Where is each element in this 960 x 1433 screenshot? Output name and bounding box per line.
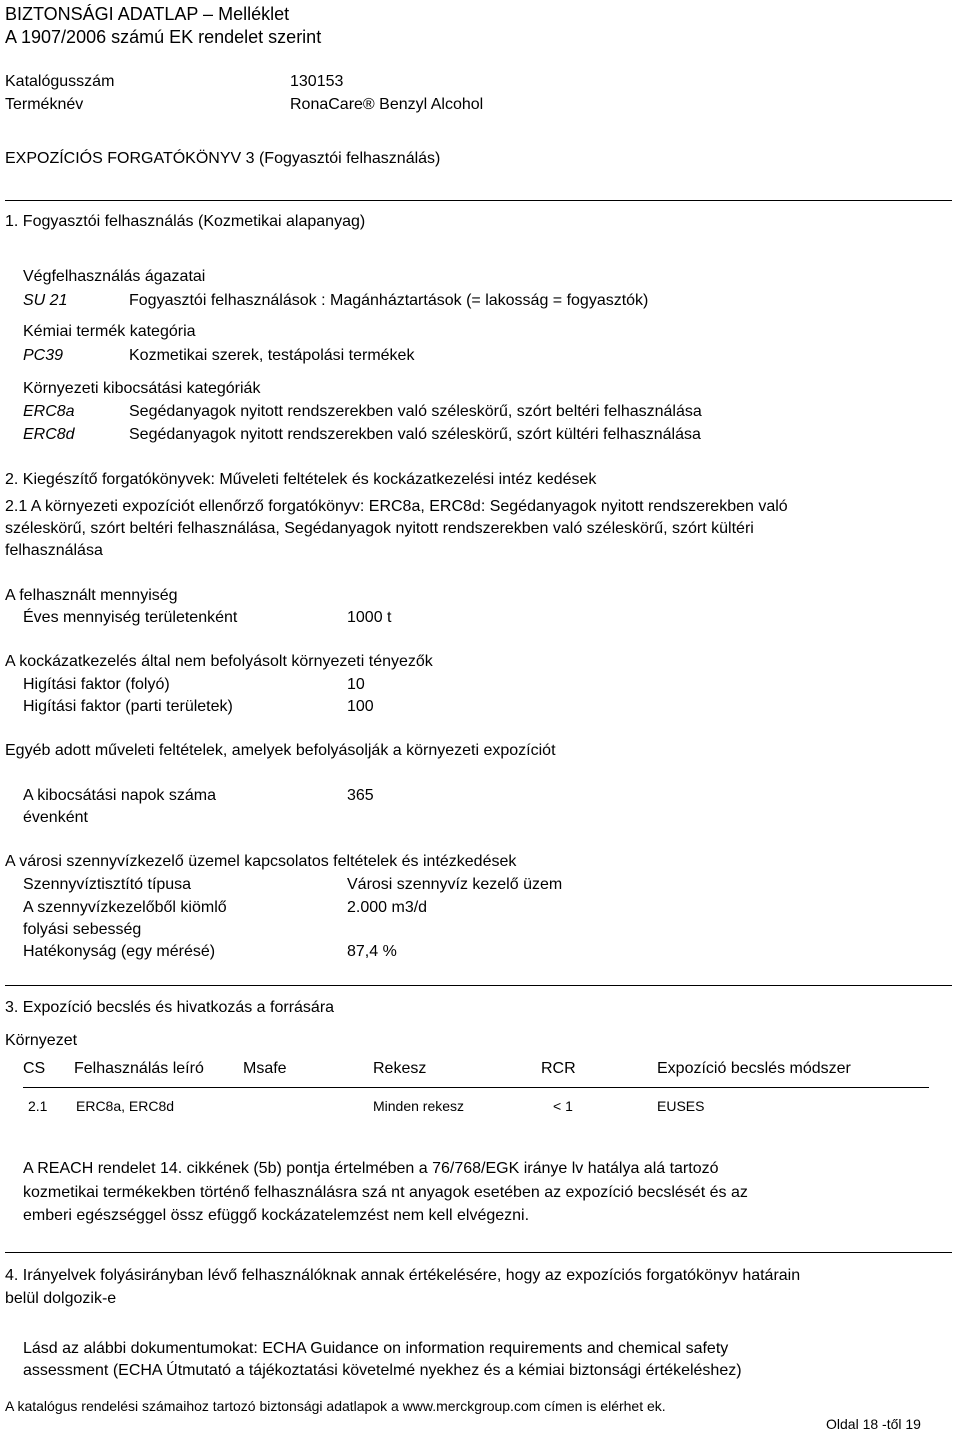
su-code: SU 21 bbox=[23, 292, 68, 309]
su-desc: Fogyasztói felhasználások : Magánháztartások (= lakosság = fogyasztók) bbox=[129, 292, 649, 309]
release-days-label-cont: évenként bbox=[23, 809, 88, 826]
table-cell-cs: 2.1 bbox=[28, 1098, 48, 1114]
section1-title: 1. Fogyasztói felhasználás (Kozmetikai alapanyag) bbox=[5, 213, 366, 230]
section2-title: 2. Kiegészítő forgatókönyvek: Műveleti feltételek és kockázatkezelési intéz kedések bbox=[5, 471, 597, 488]
product-label: Terméknév bbox=[5, 96, 84, 113]
section2-1-title-line3: felhasználása bbox=[5, 542, 103, 559]
catalog-value: 130153 bbox=[290, 73, 344, 90]
reach-note-line3: emberi egészséggel össz efüggő kockázatelemzést nem kell elvégezni. bbox=[23, 1207, 530, 1224]
table-header-method: Expozíció becslés módszer bbox=[657, 1060, 851, 1077]
scenario-title: EXPOZÍCIÓS FORGATÓKÖNYV 3 (Fogyasztói felhasználás) bbox=[5, 150, 441, 167]
table-cell-compartment: Minden rekesz bbox=[373, 1098, 465, 1114]
erc-code: ERC8a bbox=[23, 403, 75, 420]
divider bbox=[5, 200, 952, 201]
catalog-label: Katalógusszám bbox=[5, 73, 115, 90]
other-conditions-heading: Egyéb adott műveleti feltételek, amelyek befolyásolják a környezeti expozíciót bbox=[5, 742, 556, 759]
footer-text: A katalógus rendelési számaihoz tartozó biztonsági adatlapok a www.merckgroup.com címen is elérhet ek. bbox=[5, 1398, 666, 1414]
section4-text-line2: assessment (ECHA Útmutató a tájékoztatási követelmé nyekhez és a kémiai biztonsági értékeléshez) bbox=[23, 1362, 742, 1379]
stp-flow-label-cont: folyási sebesség bbox=[23, 921, 142, 938]
table-cell-rcr: < 1 bbox=[553, 1098, 573, 1114]
env-release-heading: Környezeti kibocsátási kategóriák bbox=[23, 380, 261, 397]
table-header-rcr: RCR bbox=[541, 1060, 576, 1077]
pc-desc: Kozmetikai szerek, testápolási termékek bbox=[129, 347, 415, 364]
annual-amount-label: Éves mennyiség területenként bbox=[23, 609, 238, 626]
release-days-label: A kibocsátási napok száma bbox=[23, 787, 216, 804]
section4-title-line1: 4. Irányelvek folyásirányban lévő felhasználóknak annak értékelésére, hogy az expozíciós forgatókönyv határain bbox=[5, 1267, 801, 1284]
erc-desc: Segédanyagok nyitott rendszerekben való széleskörű, szórt beltéri felhasználása bbox=[129, 403, 702, 420]
reach-note-line1: A REACH rendelet 14. cikkének (5b) pontja értelmében a 76/768/EGK iránye lv hatálya alá tartozó bbox=[23, 1160, 719, 1177]
stp-heading: A városi szennyvízkezelő üzemel kapcsolatos feltételek és intézkedések bbox=[5, 853, 517, 870]
divider bbox=[5, 1252, 952, 1253]
table-header-compartment: Rekesz bbox=[373, 1060, 427, 1077]
section3-title: 3. Expozíció becslés és hivatkozás a forrására bbox=[5, 999, 335, 1016]
reach-note-line2: kozmetikai termékekben történő felhasználásra szá nt anyagok esetében az expozíció becslését és az bbox=[23, 1184, 748, 1201]
product-value: RonaCare® Benzyl Alcohol bbox=[290, 96, 484, 113]
section4-title-line2: belül dolgozik-e bbox=[5, 1290, 117, 1307]
release-days-value: 365 bbox=[347, 787, 374, 804]
stp-flow-label: A szennyvízkezelőből kiömlő bbox=[23, 899, 227, 916]
end-use-heading: Végfelhasználás ágazatai bbox=[23, 268, 206, 285]
table-header-use-descriptor: Felhasználás leíró bbox=[74, 1060, 204, 1077]
dilution-river-value: 10 bbox=[347, 676, 365, 693]
amount-heading: A felhasznált mennyiség bbox=[5, 587, 178, 604]
table-header-msafe: Msafe bbox=[243, 1060, 287, 1077]
table-cell-use-descriptor: ERC8a, ERC8d bbox=[76, 1098, 175, 1114]
table-cell-method: EUSES bbox=[657, 1098, 705, 1114]
section2-1-title-line2: széleskörű, szórt beltéri felhasználása, Segédanyagok nyitott rendszerekben való széleskörű, szórt kültéri bbox=[5, 520, 754, 537]
env-factors-heading: A kockázatkezelés által nem befolyásolt környezeti tényezők bbox=[5, 653, 433, 670]
table-header-cs: CS bbox=[23, 1060, 46, 1077]
stp-type-label: Szennyvíztisztító típusa bbox=[23, 876, 192, 893]
stp-efficiency-label: Hatékonyság (egy mérésé) bbox=[23, 943, 216, 960]
annual-amount-value: 1000 t bbox=[347, 609, 392, 626]
dilution-river-label: Higítási faktor (folyó) bbox=[23, 676, 170, 693]
stp-type-value: Városi szennyvíz kezelő üzem bbox=[347, 876, 563, 893]
section2-1-title-line1: 2.1 A környezeti expozíciót ellenőrző forgatókönyv: ERC8a, ERC8d: Segédanyagok nyitott rendszerekben való bbox=[5, 498, 788, 515]
table-header-rule bbox=[23, 1087, 929, 1088]
section4-text-line1: Lásd az alábbi dokumentumokat: ECHA Guidance on information requirements and chemical safety bbox=[23, 1340, 729, 1357]
doc-title-line1: BIZTONSÁGI ADATLAP – Melléklet bbox=[5, 4, 290, 24]
dilution-coast-value: 100 bbox=[347, 698, 374, 715]
stp-flow-value: 2.000 m3/d bbox=[347, 899, 428, 916]
doc-title-line2: A 1907/2006 számú EK rendelet szerint bbox=[5, 27, 322, 47]
pc-code: PC39 bbox=[23, 347, 64, 364]
stp-efficiency-value: 87,4 % bbox=[347, 943, 397, 960]
page-number: Oldal 18 -től 19 bbox=[826, 1416, 921, 1432]
environment-heading: Környezet bbox=[5, 1032, 78, 1049]
divider bbox=[5, 985, 952, 986]
erc-desc: Segédanyagok nyitott rendszerekben való széleskörű, szórt kültéri felhasználása bbox=[129, 426, 701, 443]
erc-code: ERC8d bbox=[23, 426, 75, 443]
dilution-coast-label: Higítási faktor (parti területek) bbox=[23, 698, 233, 715]
chem-category-heading: Kémiai termék kategória bbox=[23, 323, 196, 340]
